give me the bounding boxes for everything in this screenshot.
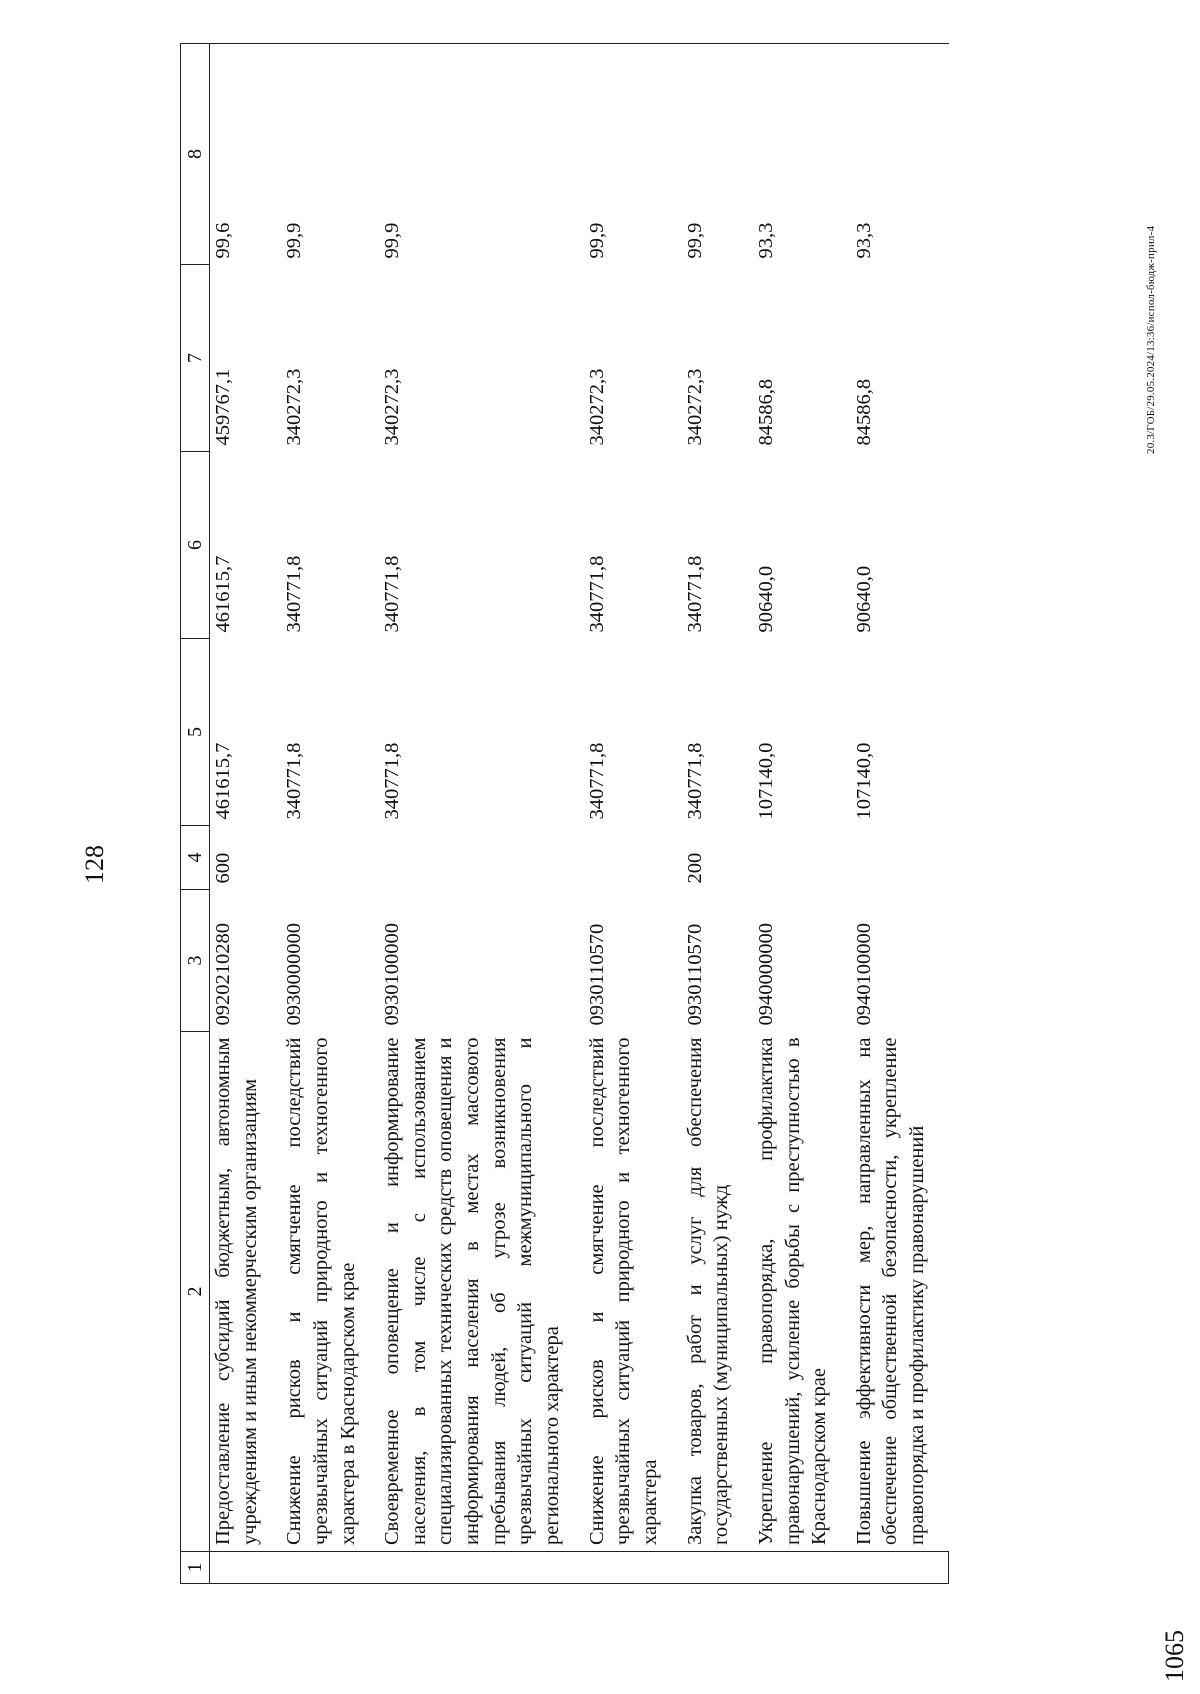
percent-executed-cell: 93,3	[851, 44, 949, 265]
amount-planned-cell: 340771,8	[381, 555, 404, 633]
item-name-cell: Повышение эффективности мер, направленных на обеспечение общественной безопасности, укрепление правопорядка и профилактику правонарушений	[852, 1037, 929, 1545]
column-header: 3	[181, 890, 210, 1032]
row-number-cell	[682, 1552, 753, 1584]
percent-executed-cell: 99,9	[584, 44, 682, 265]
percent-executed-cell: 93,3	[753, 44, 851, 265]
item-name-cell: Снижение рисков и смягчение последствий чрезвычайных ситуаций природного и техногенного характера в Краснодарском крае	[283, 1037, 359, 1545]
column-header: 8	[181, 44, 210, 265]
document-footer-code: 20.3/ГОБ/29.05.2024/13:36/испол-бюдж-прил-4	[1145, 225, 1157, 454]
expense-type-cell: 600	[212, 852, 234, 884]
percent-executed-cell: 99,9	[682, 44, 753, 265]
amount-approved-cell: 107140,0	[754, 742, 777, 820]
amount-approved-cell: 340771,8	[381, 742, 404, 820]
column-header: 2	[181, 1032, 210, 1552]
target-code-cell: 0920210280	[212, 923, 234, 1026]
expense-type-cell: 200	[683, 852, 706, 884]
table-row	[851, 44, 949, 1584]
amount-planned-cell: 340771,8	[683, 555, 706, 633]
expense-type-cell	[281, 826, 379, 890]
target-code-cell: 0930000000	[283, 923, 306, 1026]
amount-approved-cell: 107140,0	[852, 742, 875, 820]
percent-executed-cell: 99,9	[281, 44, 379, 265]
table-header-row	[181, 44, 210, 1584]
column-header: 1	[181, 1552, 210, 1584]
page-number: 128	[80, 845, 109, 884]
column-header: 5	[181, 639, 210, 826]
row-number-cell	[851, 1552, 949, 1584]
row-number-cell	[584, 1552, 682, 1584]
row-number-cell	[753, 1552, 851, 1584]
table-row	[753, 44, 851, 1584]
row-number-cell	[210, 1552, 282, 1584]
table-row	[584, 44, 682, 1584]
amount-approved-cell: 340771,8	[585, 742, 608, 820]
column-header: 7	[181, 265, 210, 452]
amount-executed-cell: 340272,3	[683, 368, 706, 446]
amount-planned-cell: 90640,0	[754, 565, 777, 633]
amount-executed-cell: 340272,3	[585, 368, 608, 446]
table-row	[379, 44, 583, 1584]
amount-approved-cell: 461615,7	[212, 742, 234, 820]
expense-type-cell	[584, 826, 682, 890]
sheet-number: 1065	[1160, 1630, 1189, 1682]
amount-executed-cell: 340272,3	[381, 368, 404, 446]
item-name-cell: Закупка товаров, работ и услуг для обеспечения государственных (муниципальных) нужд	[683, 1037, 733, 1545]
percent-executed-cell: 99,6	[210, 44, 282, 265]
target-code-cell: 0930110570	[585, 923, 608, 1026]
target-code-cell: 0940000000	[754, 923, 777, 1026]
target-code-cell: 0930110570	[683, 923, 706, 1026]
amount-approved-cell: 340771,8	[283, 742, 306, 820]
amount-planned-cell: 340771,8	[585, 555, 608, 633]
expense-type-cell	[753, 826, 851, 890]
amount-executed-cell: 84586,8	[754, 378, 777, 446]
row-number-cell	[281, 1552, 379, 1584]
column-header: 4	[181, 826, 210, 890]
target-code-cell: 0930100000	[381, 923, 404, 1026]
percent-executed-cell: 99,9	[379, 44, 583, 265]
item-name-cell: Предоставление субсидий бюджетным, автономным учреждениям и иным некоммерческим организациям	[212, 1037, 261, 1545]
amount-planned-cell: 90640,0	[852, 565, 875, 633]
table-row	[210, 44, 282, 1584]
amount-executed-cell: 459767,1	[212, 368, 234, 446]
amount-planned-cell: 340771,8	[283, 555, 306, 633]
budget-execution-table	[180, 43, 949, 1584]
target-code-cell: 0940100000	[852, 923, 875, 1026]
item-name-cell: Укрепление правопорядка, профилактика правонарушений, усиление борьбы с преступностью в Краснодарском крае	[754, 1037, 831, 1545]
table-row	[281, 44, 379, 1584]
amount-planned-cell: 461615,7	[212, 555, 234, 633]
column-header: 6	[181, 452, 210, 639]
expense-type-cell	[379, 826, 583, 890]
item-name-cell: Своевременное оповещение и информирование населения, в том числе с использованием специализированных технических средств оповещения и информирования населения в местах массового пребывания людей, об угрозе возникновения чрезвычайных ситуаций межмуниципального и регионального характера	[381, 1037, 564, 1545]
amount-approved-cell: 340771,8	[683, 742, 706, 820]
amount-executed-cell: 84586,8	[852, 378, 875, 446]
item-name-cell: Снижение рисков и смягчение последствий чрезвычайных ситуаций природного и техногенного характера	[585, 1037, 661, 1545]
amount-executed-cell: 340272,3	[283, 368, 306, 446]
row-number-cell	[379, 1552, 583, 1584]
table-row	[682, 44, 753, 1584]
expense-type-cell	[851, 826, 949, 890]
